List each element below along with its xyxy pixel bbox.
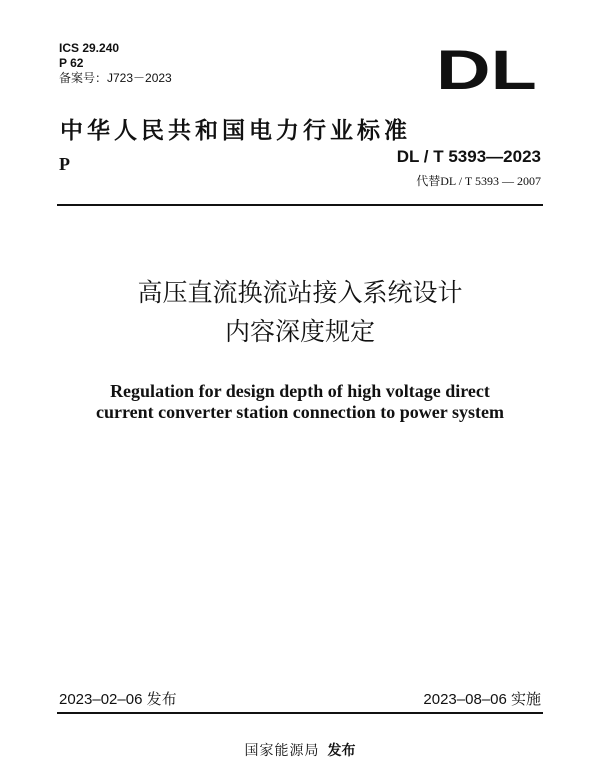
standard-type-heading: 中华人民共和国电力行业标准 bbox=[60, 117, 411, 144]
dl-logo: DL bbox=[436, 38, 537, 101]
header-divider bbox=[57, 204, 543, 206]
record-number: 备案号：J723－2023 bbox=[59, 71, 172, 85]
english-title-line-1: Regulation for design depth of high voltage direct bbox=[110, 381, 490, 401]
category-letter: P bbox=[59, 154, 70, 174]
publisher-action: 发布 bbox=[327, 743, 356, 759]
footer-divider bbox=[57, 712, 543, 714]
chinese-title-line-2: 内容深度规定 bbox=[224, 317, 375, 346]
effective-date: 2023–08–06 实施 bbox=[423, 691, 541, 708]
english-title-line-2: current converter station connection to power system bbox=[96, 402, 504, 422]
standard-number: DL / T 5393—2023 bbox=[396, 147, 541, 166]
replaces-standard: 代替DL / T 5393 — 2007 bbox=[416, 174, 541, 188]
chinese-title-line-1: 高压直流换流站接入系统设计 bbox=[137, 278, 463, 307]
classification-code: P 62 bbox=[59, 56, 84, 70]
publisher-line bbox=[0, 740, 600, 760]
publisher-org: 国家能源局 bbox=[244, 743, 320, 759]
issue-date: 2023–02–06 发布 bbox=[59, 691, 177, 708]
ics-code: ICS 29.240 bbox=[59, 41, 120, 55]
standard-metadata bbox=[59, 41, 172, 86]
